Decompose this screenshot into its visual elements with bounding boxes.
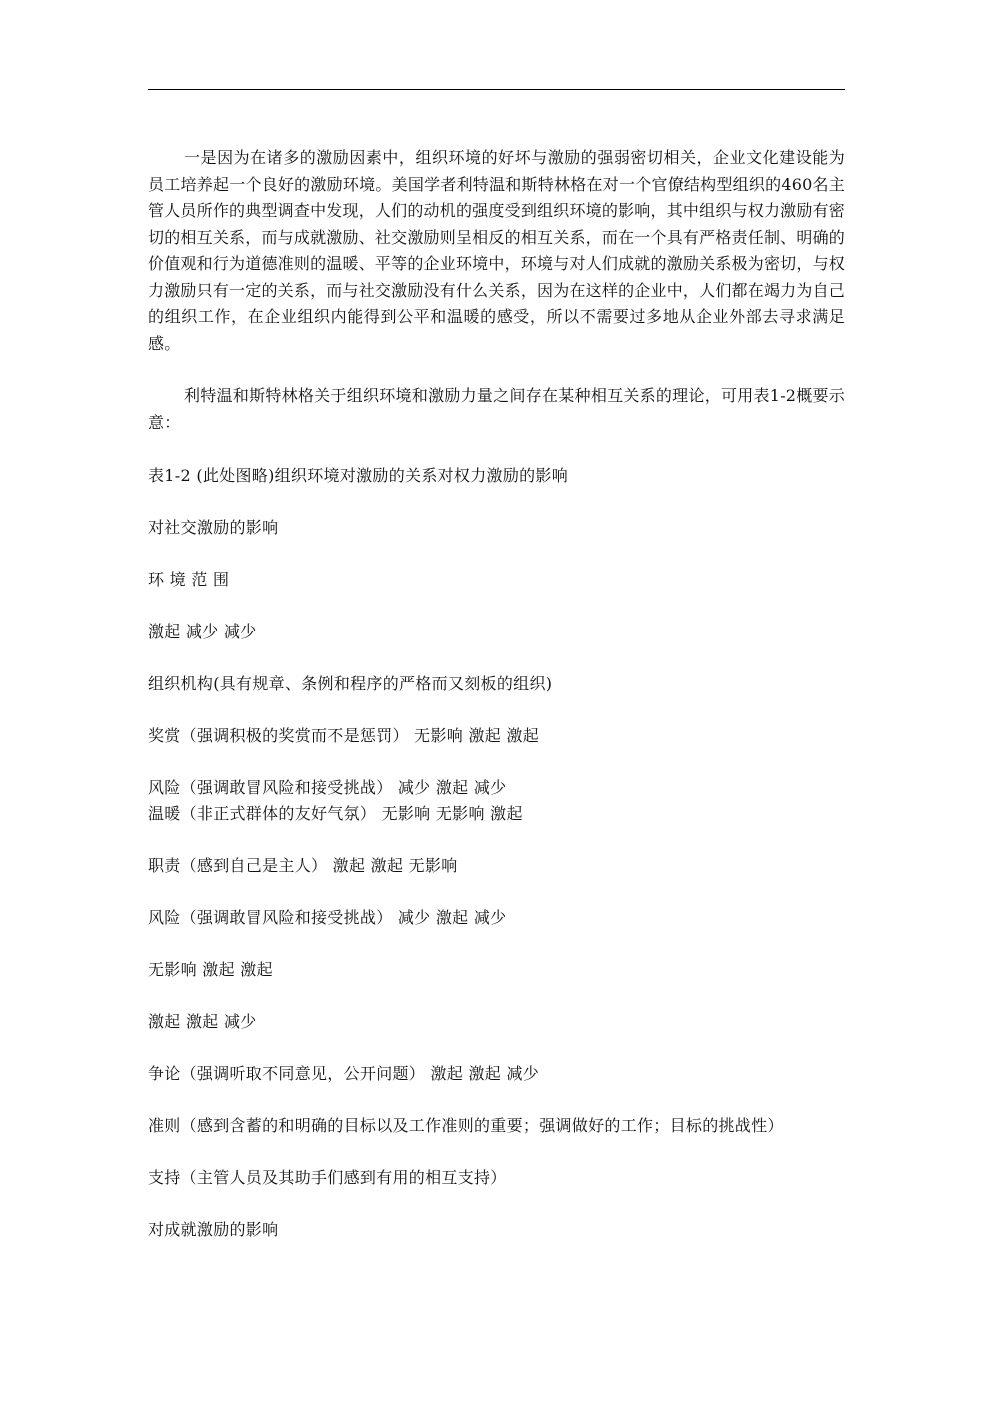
text-line: 准则（感到含蓄的和明确的目标以及工作准则的重要；强调做好的工作；目标的挑战性） xyxy=(148,1116,784,1135)
text-line: 职责（感到自己是主人） 激起 激起 无影响 xyxy=(148,856,458,875)
text-line: 激起 减少 减少 xyxy=(148,622,257,641)
text-line: 对成就激励的影响 xyxy=(148,1220,279,1239)
header-rule xyxy=(148,89,845,90)
text-line: 风险（强调敢冒风险和接受挑战） 减少 激起 减少 xyxy=(148,908,507,927)
text-line: 无影响 激起 激起 xyxy=(148,960,273,979)
text-line: 激起 激起 减少 xyxy=(148,1012,257,1031)
text-line: 温暖（非正式群体的友好气氛） 无影响 无影响 激起 xyxy=(148,804,523,823)
table-text-lines xyxy=(148,463,845,1243)
text-line: 奖赏（强调积极的奖赏而不是惩罚） 无影响 激起 激起 xyxy=(148,726,540,745)
text-line: 支持（主管人员及其助手们感到有用的相互支持） xyxy=(148,1168,507,1187)
paragraph-theory-intro: 利特温和斯特林格关于组织环境和激励力量之间存在某种相互关系的理论，可用表1-2概要示意： xyxy=(148,386,845,432)
text-line: 组织机构(具有规章、条例和程序的严格而又刻板的组织) xyxy=(148,674,553,693)
text-line: 环 境 范 围 xyxy=(148,570,230,589)
text-line: 对社交激励的影响 xyxy=(148,518,279,537)
text-line: 争论（强调听取不同意见，公开问题） 激起 激起 减少 xyxy=(148,1064,540,1083)
page-body xyxy=(148,145,845,1243)
table-caption: 表1-2 (此处图略)组织环境对激励的关系对权力激励的影响 xyxy=(148,466,569,485)
text-line: 风险（强调敢冒风险和接受挑战） 减少 激起 减少 xyxy=(148,778,507,797)
paragraph-environment-incentive: 一是因为在诸多的激励因素中，组织环境的好坏与激励的强弱密切相关，企业文化建设能为员工培养起一个良好的激励环境。美国学者利特温和斯特林格在对一个官僚结构型组织的460名主管人员所作的典型调查中发现，人们的动机的强度受到组织环境的影响，其中组织与权力激励有密切的相互关系，而与成就激励、社交激励则呈相反的相互关系，而在一个具有严格责任制、明确的价值观和行为道德准则的温暖、平等的企业环境中，环境与对人们成就的激励关系极为密切，与权力激励只有一定的关系，而与社交激励没有什么关系，因为在这样的企业中，人们都在竭力为自己的组织工作，在企业组织内能得到公平和温暖的感受，所以不需要过多地从企业外部去寻求满足感。 xyxy=(148,148,845,353)
